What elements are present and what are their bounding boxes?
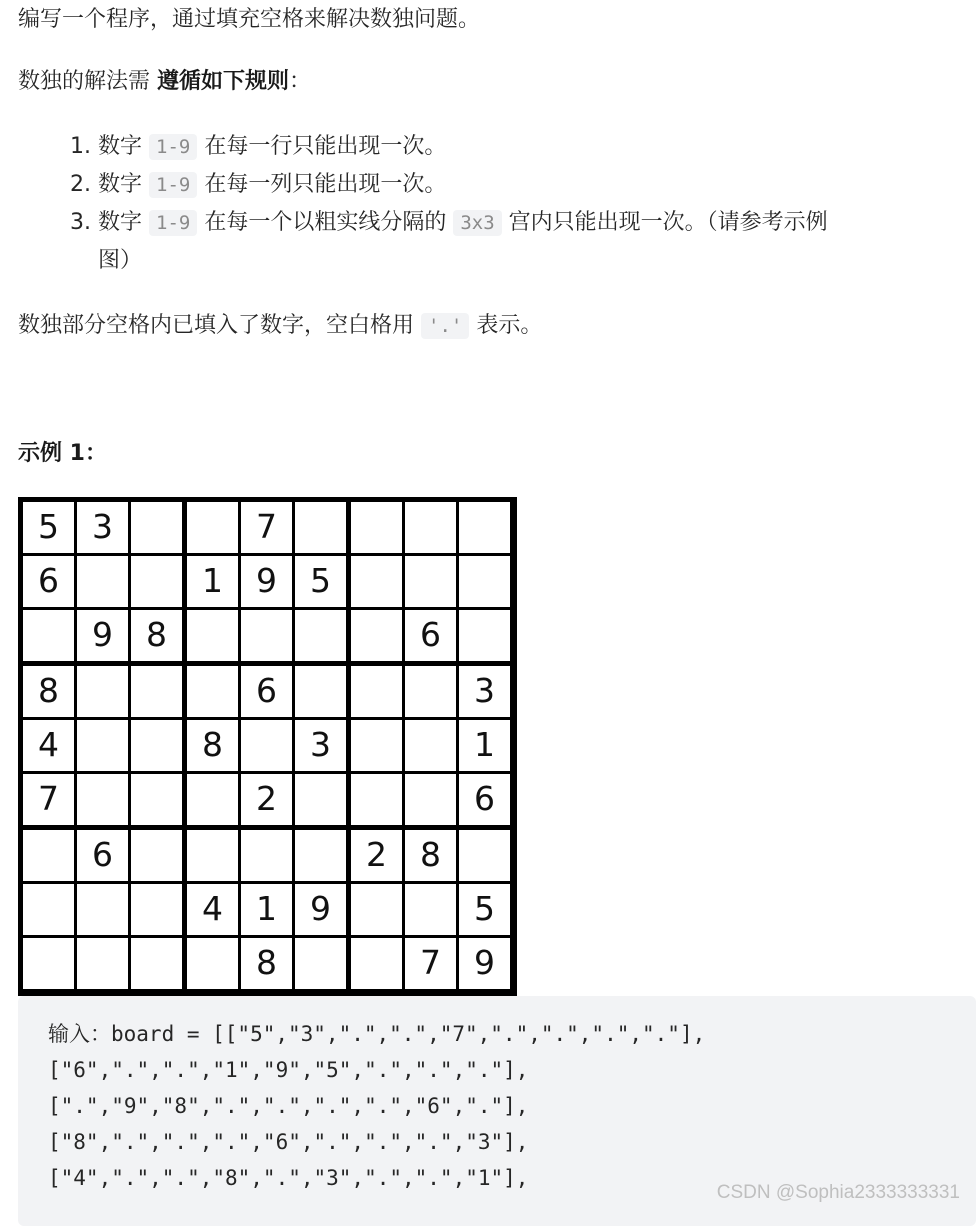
rule-text: 宫内只能出现一次。（请参考示例 [501, 210, 828, 235]
sudoku-cell [131, 720, 182, 771]
sudoku-cell [351, 556, 402, 607]
sudoku-cell [131, 774, 182, 825]
sudoku-cell: 8 [23, 666, 74, 717]
rules-list [70, 128, 970, 280]
sudoku-cell [295, 502, 346, 553]
note-text-b: 表示。 [469, 313, 543, 338]
sudoku-cell [241, 610, 292, 661]
sudoku-cell: 8 [131, 610, 182, 661]
rule-item [70, 128, 970, 166]
sudoku-cell: 5 [23, 502, 74, 553]
sudoku-cell [187, 666, 238, 717]
code-line: ["4",".",".","8",".","3",".",".","1"], [48, 1166, 529, 1190]
sudoku-cell [459, 830, 510, 881]
sudoku-cell [405, 502, 456, 553]
note-code: '.' [421, 313, 469, 339]
sudoku-cell: 1 [187, 556, 238, 607]
sudoku-cell: 9 [77, 610, 128, 661]
sudoku-cell [77, 666, 128, 717]
sudoku-cell [351, 720, 402, 771]
sudoku-cell [351, 938, 402, 989]
sudoku-cell [295, 938, 346, 989]
sudoku-cell: 7 [405, 938, 456, 989]
sudoku-cell [187, 502, 238, 553]
sudoku-cell: 3 [295, 720, 346, 771]
sudoku-cell [295, 610, 346, 661]
sudoku-cell [351, 884, 402, 935]
sudoku-cell: 2 [241, 774, 292, 825]
rule-text: 在每一个以粗实线分隔的 [197, 210, 454, 235]
rules-intro-prefix: 数独的解法需 [18, 69, 157, 94]
sudoku-cell: 3 [459, 666, 510, 717]
sudoku-cell: 6 [77, 830, 128, 881]
sudoku-cell [295, 830, 346, 881]
intro-text: 编写一个程序，通过填充空格来解决数独问题。 [18, 7, 481, 32]
note-text [18, 310, 542, 342]
sudoku-cell [405, 884, 456, 935]
sudoku-cell: 9 [241, 556, 292, 607]
sudoku-cell [77, 938, 128, 989]
sudoku-cell: 9 [295, 884, 346, 935]
sudoku-cell [187, 610, 238, 661]
sudoku-cell [23, 884, 74, 935]
rule-text: 在每一列只能出现一次。 [197, 172, 447, 197]
sudoku-cell [295, 774, 346, 825]
sudoku-cell [351, 666, 402, 717]
sudoku-cell: 4 [187, 884, 238, 935]
sudoku-cell: 8 [241, 938, 292, 989]
rule-number: 3. [70, 210, 91, 235]
sudoku-cell [77, 720, 128, 771]
sudoku-cell [131, 884, 182, 935]
sudoku-cell [351, 502, 402, 553]
sudoku-cell: 8 [187, 720, 238, 771]
code-content [48, 1016, 705, 1196]
sudoku-cell [241, 830, 292, 881]
note-text-a: 数独部分空格内已填入了数字，空白格用 [18, 313, 421, 338]
rule-number: 1. [70, 134, 91, 159]
sudoku-cell: 1 [459, 720, 510, 771]
sudoku-cell [351, 610, 402, 661]
sudoku-cell: 6 [241, 666, 292, 717]
code-line: 输入：board = [["5","3",".",".","7",".",".",".","."], [48, 1022, 706, 1046]
rule-text: 数字 [98, 172, 149, 197]
sudoku-cell [131, 666, 182, 717]
rule-item [70, 166, 970, 204]
sudoku-cell: 2 [351, 830, 402, 881]
sudoku-cell: 4 [23, 720, 74, 771]
sudoku-cell: 6 [405, 610, 456, 661]
rule-item [70, 204, 970, 280]
sudoku-cell [459, 610, 510, 661]
example-title: 示例 1： [18, 441, 107, 466]
rule-code-3x3: 3x3 [453, 210, 501, 236]
sudoku-cell [131, 938, 182, 989]
sudoku-cell: 3 [77, 502, 128, 553]
sudoku-cell [77, 884, 128, 935]
sudoku-cell [23, 938, 74, 989]
code-line: ["6",".",".","1","9","5",".",".","."], [48, 1058, 529, 1082]
sudoku-cell [77, 774, 128, 825]
code-line: ["8",".",".",".","6",".",".",".","3"], [48, 1130, 529, 1154]
sudoku-cell [351, 774, 402, 825]
sudoku-cell [241, 720, 292, 771]
sudoku-cell [187, 830, 238, 881]
sudoku-cell: 5 [295, 556, 346, 607]
sudoku-cell: 8 [405, 830, 456, 881]
rule-code: 1-9 [149, 134, 197, 160]
sudoku-cell [187, 774, 238, 825]
sudoku-cell [23, 610, 74, 661]
sudoku-cell: 7 [241, 502, 292, 553]
rule-text: 在每一行只能出现一次。 [197, 134, 447, 159]
sudoku-cell [131, 830, 182, 881]
sudoku-cell [23, 830, 74, 881]
sudoku-cell: 9 [459, 938, 510, 989]
sudoku-cell: 7 [23, 774, 74, 825]
rule-continuation: 图） [98, 248, 143, 273]
rule-code: 1-9 [149, 210, 197, 236]
sudoku-cell [77, 556, 128, 607]
sudoku-cell [405, 720, 456, 771]
sudoku-cell [187, 938, 238, 989]
sudoku-cell [459, 556, 510, 607]
rule-text: 数字 [98, 210, 149, 235]
rule-text: 数字 [98, 134, 149, 159]
rule-number: 2. [70, 172, 91, 197]
sudoku-board-image [18, 497, 517, 996]
rules-intro-suffix: ： [289, 69, 312, 94]
rule-code: 1-9 [149, 172, 197, 198]
sudoku-cell [295, 666, 346, 717]
sudoku-cell: 6 [23, 556, 74, 607]
sudoku-cell [405, 774, 456, 825]
rules-intro-bold: 遵循如下规则 [157, 69, 290, 94]
rules-intro [18, 66, 311, 98]
csdn-watermark: CSDN @Sophia2333333331 [716, 1182, 960, 1203]
sudoku-cell [405, 556, 456, 607]
code-line: [".","9","8",".",".",".",".","6","."], [48, 1094, 529, 1118]
sudoku-cell [459, 502, 510, 553]
sudoku-cell: 1 [241, 884, 292, 935]
sudoku-cell: 5 [459, 884, 510, 935]
sudoku-cell [405, 666, 456, 717]
sudoku-cell [131, 556, 182, 607]
sudoku-cell [131, 502, 182, 553]
sudoku-cell: 6 [459, 774, 510, 825]
problem-description [18, 0, 976, 1212]
